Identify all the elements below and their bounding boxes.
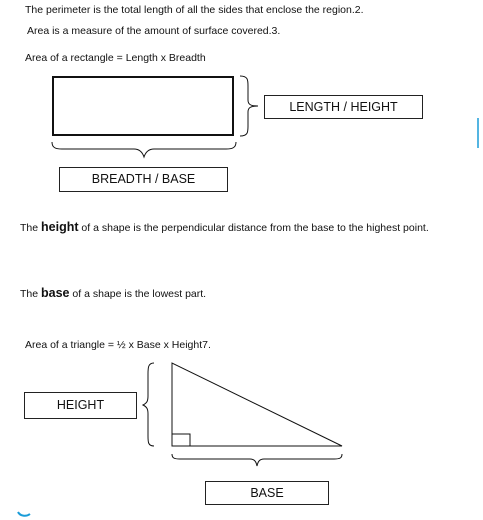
base-label: BASE	[205, 481, 329, 505]
height-def-prefix: The	[20, 222, 42, 234]
height-def-rest: of a shape is the perpendicular distance from the base to the highest point.	[78, 222, 429, 234]
triangle-area-formula: Area of a triangle = ½ x Base x Height7.	[25, 339, 211, 351]
base-def-rest: of a shape is the lowest part.	[69, 288, 207, 300]
base-def-prefix: The	[20, 288, 42, 300]
bottom-curly-brace-icon	[50, 140, 240, 162]
base-definition	[20, 286, 460, 302]
height-definition	[20, 220, 460, 236]
perimeter-definition: The perimeter is the total length of all the sides that enclose the region.2.	[25, 4, 364, 16]
height-label: HEIGHT	[24, 392, 137, 419]
base-curly-brace-icon	[170, 452, 346, 468]
height-term: height	[41, 220, 79, 234]
right-triangle-shape	[142, 360, 352, 452]
corner-accent-arc-icon	[16, 510, 32, 518]
base-term: base	[41, 286, 70, 300]
length-height-label: LENGTH / HEIGHT	[264, 95, 423, 119]
right-curly-brace-icon	[236, 74, 264, 138]
breadth-base-label: BREADTH / BASE	[59, 167, 228, 192]
rectangle-shape	[52, 76, 234, 136]
edge-accent-line-icon	[476, 118, 480, 148]
rectangle-area-formula: Area of a rectangle = Length x Breadth	[25, 52, 206, 64]
area-definition: Area is a measure of the amount of surface covered.3.	[27, 25, 281, 37]
